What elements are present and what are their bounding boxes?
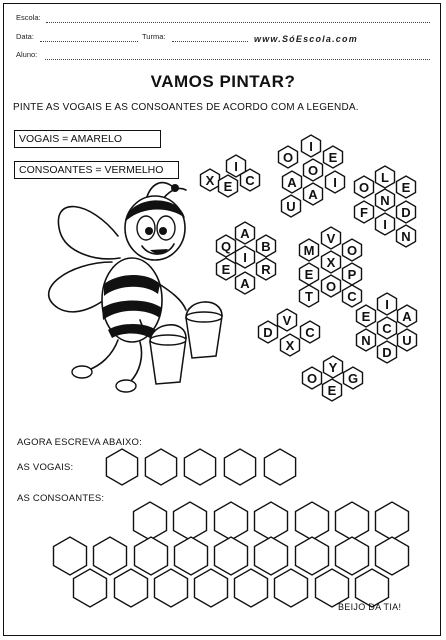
consonant-answer-box[interactable]: [376, 537, 409, 575]
cluster-letter: A: [287, 175, 297, 190]
cluster-letter: N: [401, 229, 411, 244]
letter-cluster: [357, 293, 417, 363]
letter-cluster: [279, 135, 345, 217]
consonant-answer-box[interactable]: [174, 502, 207, 540]
cluster-letter: I: [385, 297, 389, 312]
cluster-letter: M: [303, 243, 315, 258]
cluster-letter: E: [361, 309, 371, 324]
consonant-answer-box[interactable]: [336, 502, 369, 540]
cluster-letter: O: [358, 180, 370, 195]
bee-illustration: [49, 183, 222, 392]
consonant-answer-box[interactable]: [135, 537, 168, 575]
consonant-answer-box[interactable]: [296, 502, 329, 540]
consonant-answer-box[interactable]: [215, 502, 248, 540]
cluster-letter: U: [402, 333, 412, 348]
cluster-letter: D: [382, 345, 392, 360]
letter-cluster: [259, 309, 320, 356]
cluster-letter: R: [261, 262, 271, 277]
cluster-letter: A: [240, 276, 250, 291]
cluster-letter: D: [401, 205, 411, 220]
cluster-letter: I: [234, 159, 238, 174]
consonant-answer-box[interactable]: [115, 569, 148, 607]
cluster-letter: X: [285, 338, 295, 353]
cluster-letter: V: [326, 231, 336, 246]
consonant-answer-box[interactable]: [134, 502, 167, 540]
consonant-answer-box[interactable]: [255, 537, 288, 575]
answer-hexagons: [54, 449, 409, 607]
letter-clusters: [201, 135, 417, 401]
consonant-answer-box[interactable]: [275, 569, 308, 607]
cluster-letter: E: [328, 150, 338, 165]
consonant-answer-box[interactable]: [175, 537, 208, 575]
instruction-text: PINTE AS VOGAIS E AS CONSOANTES DE ACORDO COM A LEGENDA.: [13, 102, 359, 113]
letter-cluster: [201, 155, 260, 197]
page-title: VAMOS PINTAR?: [150, 72, 296, 91]
vowel-answer-box[interactable]: [184, 449, 215, 485]
cluster-letter: Q: [220, 239, 232, 254]
cluster-letter: O: [306, 371, 318, 386]
consonant-answer-box[interactable]: [195, 569, 228, 607]
letter-cluster: [300, 227, 362, 307]
cluster-letter: V: [282, 313, 292, 328]
consonant-answer-box[interactable]: [155, 569, 188, 607]
vowel-answer-box[interactable]: [106, 449, 137, 485]
cluster-letter: E: [221, 262, 231, 277]
cluster-letter: C: [305, 325, 315, 340]
letter-cluster: [217, 222, 276, 294]
cluster-letter: A: [308, 187, 318, 202]
consonant-answer-box[interactable]: [54, 537, 87, 575]
consonant-answer-box[interactable]: [336, 537, 369, 575]
cluster-letter: E: [304, 267, 314, 282]
legend-vowels: VOGAIS = AMARELO: [14, 130, 161, 148]
consonant-answer-box[interactable]: [296, 537, 329, 575]
cluster-letter: U: [286, 199, 296, 214]
consonant-answer-box[interactable]: [376, 502, 409, 540]
cluster-letter: X: [326, 255, 336, 270]
class-label: Turma:: [142, 32, 166, 41]
cluster-letter: C: [347, 289, 357, 304]
cluster-letter: O: [346, 243, 358, 258]
cluster-letter: L: [381, 170, 389, 185]
cluster-letter: I: [333, 175, 337, 190]
cluster-letter: I: [309, 139, 313, 154]
consonants-label: AS CONSOANTES:: [17, 493, 105, 504]
cluster-letter: P: [347, 267, 357, 282]
consonant-answer-box[interactable]: [215, 537, 248, 575]
cluster-letter: N: [361, 333, 371, 348]
school-label: Escola:: [16, 13, 41, 22]
student-label: Aluno:: [16, 50, 38, 59]
cluster-letter: T: [305, 289, 313, 304]
cluster-letter: E: [223, 179, 233, 194]
cluster-letter: I: [243, 250, 247, 265]
cluster-letter: A: [240, 226, 250, 241]
cluster-letter: C: [245, 173, 255, 188]
write-prompt: AGORA ESCREVA ABAIXO:: [17, 437, 142, 448]
cluster-letter: A: [402, 309, 412, 324]
consonant-answer-box[interactable]: [94, 537, 127, 575]
consonant-answer-box[interactable]: [74, 569, 107, 607]
cluster-letter: C: [382, 321, 392, 336]
vowel-answer-box[interactable]: [224, 449, 255, 485]
cluster-letter: D: [263, 325, 273, 340]
cluster-letter: G: [347, 371, 359, 386]
site-url: www.SóEscola.com: [254, 34, 358, 44]
cluster-letter: I: [383, 217, 387, 232]
letter-cluster: [303, 356, 363, 401]
legend-consonants: CONSOANTES = VERMELHO: [14, 161, 179, 179]
cluster-letter: N: [380, 193, 390, 208]
vowel-answer-box[interactable]: [145, 449, 176, 485]
consonant-answer-box[interactable]: [235, 569, 268, 607]
cluster-letter: F: [360, 205, 368, 220]
cluster-letter: O: [307, 163, 319, 178]
cluster-letter: X: [205, 173, 215, 188]
cluster-letter: Y: [328, 360, 338, 375]
cluster-letter: E: [327, 383, 337, 398]
cluster-letter: O: [325, 279, 337, 294]
footer-text: BEIJO DA TIA!: [338, 602, 402, 612]
cluster-letter: E: [401, 180, 411, 195]
cluster-letter: O: [282, 150, 294, 165]
cluster-letter: B: [261, 239, 271, 254]
vowels-label: AS VOGAIS:: [17, 462, 74, 473]
vowel-answer-box[interactable]: [264, 449, 295, 485]
date-label: Data:: [16, 32, 34, 41]
letter-cluster: [355, 166, 416, 247]
consonant-answer-box[interactable]: [255, 502, 288, 540]
